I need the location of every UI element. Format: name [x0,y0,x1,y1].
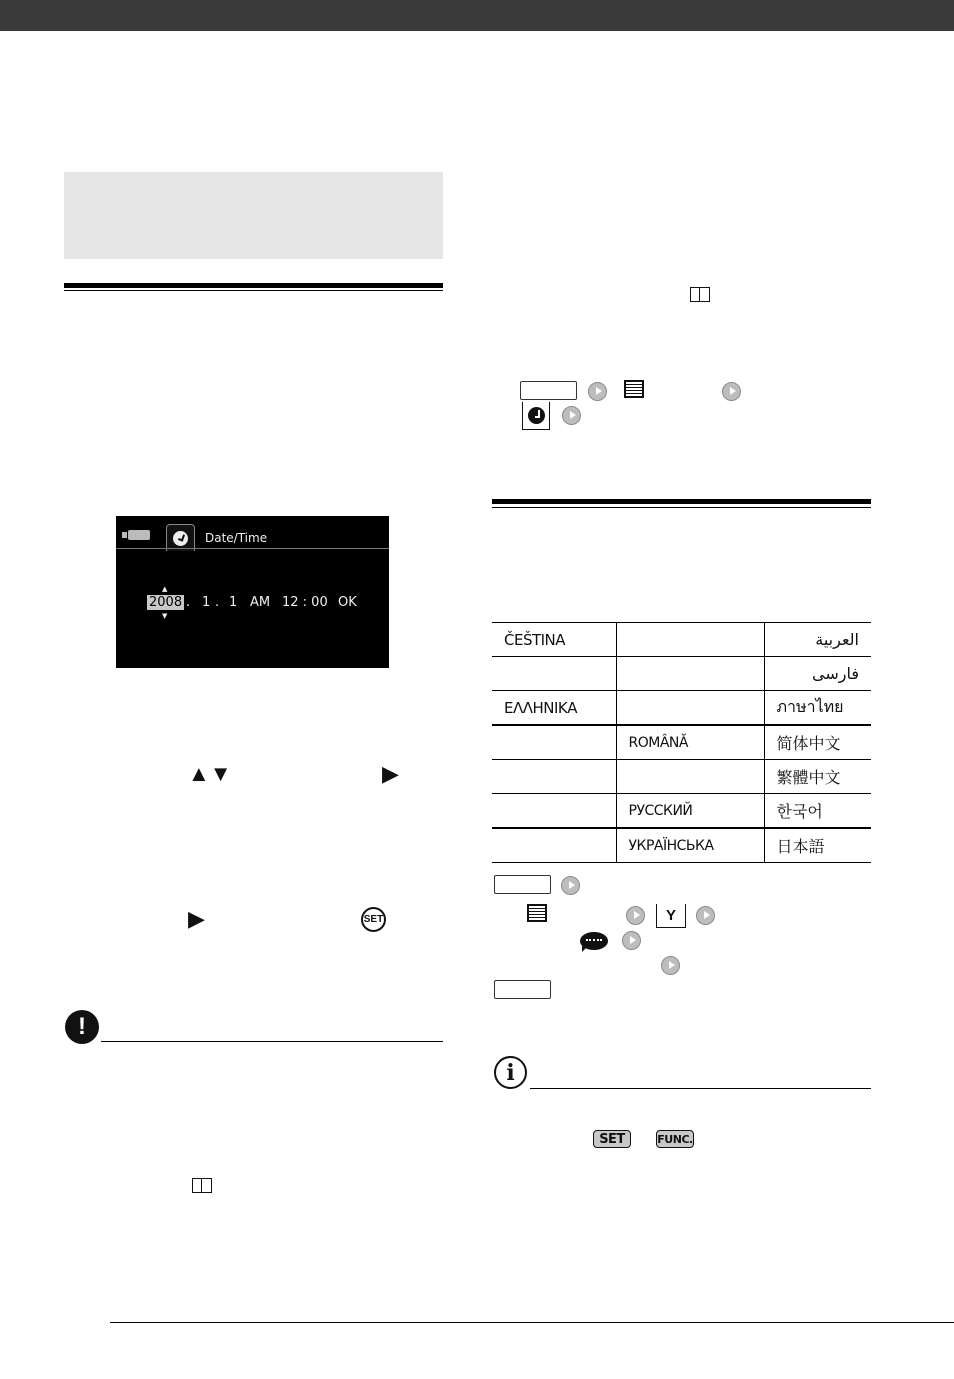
set-key-icon: SET [593,1130,631,1148]
wrench-icon: Y [656,904,686,928]
func-key-icon: FUNC. [656,1130,694,1148]
clock-icon [173,531,188,546]
language-row [492,657,871,691]
language-cell: ΕΛΛΗΝΙΚΑ [492,691,616,726]
language-cell: ČEŠTINA [492,623,616,657]
step-arrow-icon [562,406,581,425]
language-cell [616,760,764,794]
step-arrow-icon [722,382,741,401]
right-arrow-icon: ▶ [188,906,205,931]
func-key-box [520,381,577,400]
language-row [492,760,871,794]
info-icon: i [494,1056,527,1089]
language-cell: 简体中文 [764,725,871,760]
month-field: 1 [202,595,211,610]
time-field: 12 : 00 [282,595,328,610]
step-arrow-icon [561,876,580,895]
day-field: 1 [229,595,238,610]
up-down-arrows-icon: ▲▼ [188,761,232,786]
book-reference-icon [192,1178,212,1193]
year-field: 2008 [149,595,183,610]
step-arrow-icon [626,906,645,925]
warning-icon: ! [65,1010,99,1044]
note-rule [101,1041,443,1042]
up-arrow-icon: ▲ [162,585,168,593]
language-cell: 繁體中文 [764,760,871,794]
language-row [492,623,871,657]
language-speech-icon [580,932,608,950]
heading-rule [64,283,443,288]
language-row [492,794,871,829]
header-bar [0,0,954,31]
note-rule [530,1088,871,1089]
language-cell: ROMÂNĂ [616,725,764,760]
set-button-icon: SET [361,907,386,932]
language-cell [492,725,616,760]
step-arrow-icon [696,906,715,925]
language-cell: 한국어 [764,794,871,829]
language-cell [616,657,764,691]
separator: . [186,595,191,610]
language-cell: العربية [764,623,871,657]
down-arrow-icon: ▼ [162,612,168,620]
func-key-box [494,980,551,999]
heading-rule [492,499,871,504]
footer-rule [110,1322,954,1323]
language-cell [616,623,764,657]
tab-divider [116,548,389,549]
language-row [492,725,871,760]
step-arrow-icon [661,956,680,975]
menu-icon [527,904,547,922]
language-cell [492,794,616,829]
language-row [492,828,871,863]
language-cell [492,760,616,794]
separator: . [215,595,220,610]
movie-camera-icon [128,530,150,540]
language-cell: فارسی [764,657,871,691]
language-table [492,622,871,863]
right-arrow-icon: ▶ [382,761,399,786]
heading-rule-thin [64,290,443,291]
clock-menu-icon [522,402,550,430]
language-cell: ภาษาไทย [764,691,871,726]
language-cell: РУССКИЙ [616,794,764,829]
heading-rule-thin [492,507,871,508]
ok-label: OK [338,595,357,610]
clock-tab [166,524,195,551]
screen-title: Date/Time [205,531,268,545]
language-row [492,691,871,726]
book-reference-icon [690,287,710,302]
date-time-screen [116,516,389,668]
language-cell [492,657,616,691]
step-arrow-icon [622,931,641,950]
language-cell [616,691,764,726]
step-arrow-icon [588,382,607,401]
menu-icon [624,380,644,398]
func-key-box [494,875,551,894]
language-cell: УКРАЇНСЬКА [616,828,764,863]
language-cell [492,828,616,863]
ampm-field: AM [250,595,271,610]
section-title-box [64,172,443,259]
language-cell: 日本語 [764,828,871,863]
